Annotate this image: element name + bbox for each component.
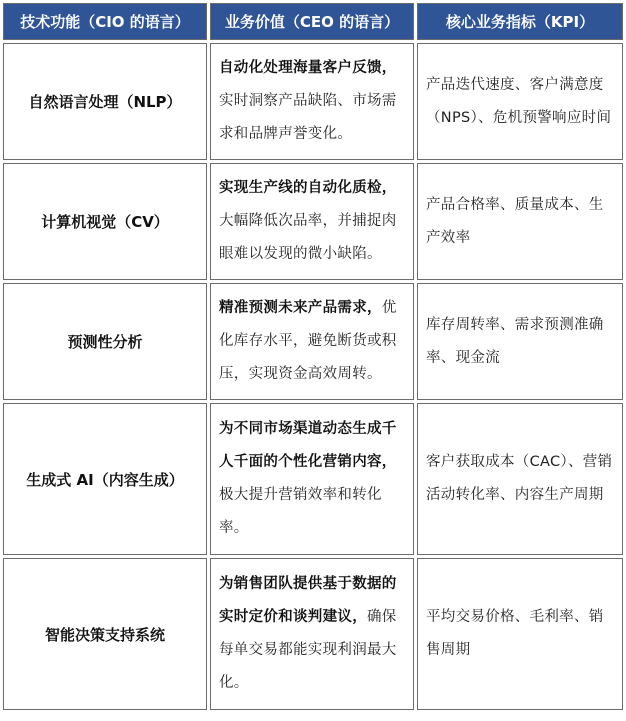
- value-highlight: 精准预测未来产品需求，: [219, 300, 382, 316]
- value-text: 实时洞察产品缺陷、市场需求和品牌声誉变化。: [219, 93, 397, 142]
- kpi-cell: 产品合格率、质量成本、生产效率: [417, 163, 623, 280]
- value-text: 大幅降低次品率，并捕捉肉眼难以发现的微小缺陷。: [219, 213, 397, 262]
- tech-cell: 生成式 AI（内容生成）: [3, 403, 207, 555]
- tech-cell: 智能决策支持系统: [3, 558, 207, 710]
- table-row: [3, 163, 623, 280]
- tech-cell: 计算机视觉（CV）: [3, 163, 207, 280]
- value-highlight: 实现生产线的自动化质检，: [219, 180, 397, 196]
- header-business-value: 业务价值（CEO 的语言）: [210, 3, 414, 40]
- table-row: [3, 403, 623, 555]
- kpi-cell: 客户获取成本（CAC）、营销活动转化率、内容生产周期: [417, 403, 623, 555]
- table-row: [3, 558, 623, 710]
- kpi-cell: 库存周转率、需求预测准确率、现金流: [417, 283, 623, 400]
- value-text: 优化库存水平，避免断货或积压，实现资金高效周转。: [219, 300, 397, 382]
- value-cell: [210, 43, 414, 160]
- value-text: 确保每单交易都能实现利润最大化。: [219, 609, 397, 691]
- table-row: [3, 283, 623, 400]
- tech-cell: 预测性分析: [3, 283, 207, 400]
- value-highlight: 为销售团队提供基于数据的实时定价和谈判建议，: [219, 576, 397, 625]
- header-kpi: 核心业务指标（KPI）: [417, 3, 623, 40]
- value-text: 极大提升营销效率和转化率。: [219, 487, 382, 536]
- value-cell: [210, 403, 414, 555]
- value-cell: [210, 558, 414, 710]
- header-tech-function: 技术功能（CIO 的语言）: [3, 3, 207, 40]
- value-cell: [210, 163, 414, 280]
- kpi-cell: 产品迭代速度、客户满意度（NPS）、危机预警响应时间: [417, 43, 623, 160]
- table-row: [3, 43, 623, 160]
- value-cell: [210, 283, 414, 400]
- value-highlight: 为不同市场渠道动态生成千人千面的个性化营销内容，: [219, 421, 397, 470]
- kpi-cell: 平均交易价格、毛利率、销售周期: [417, 558, 623, 710]
- value-highlight: 自动化处理海量客户反馈，: [219, 60, 397, 76]
- tech-cell: 自然语言处理（NLP）: [3, 43, 207, 160]
- header-row: [3, 3, 623, 40]
